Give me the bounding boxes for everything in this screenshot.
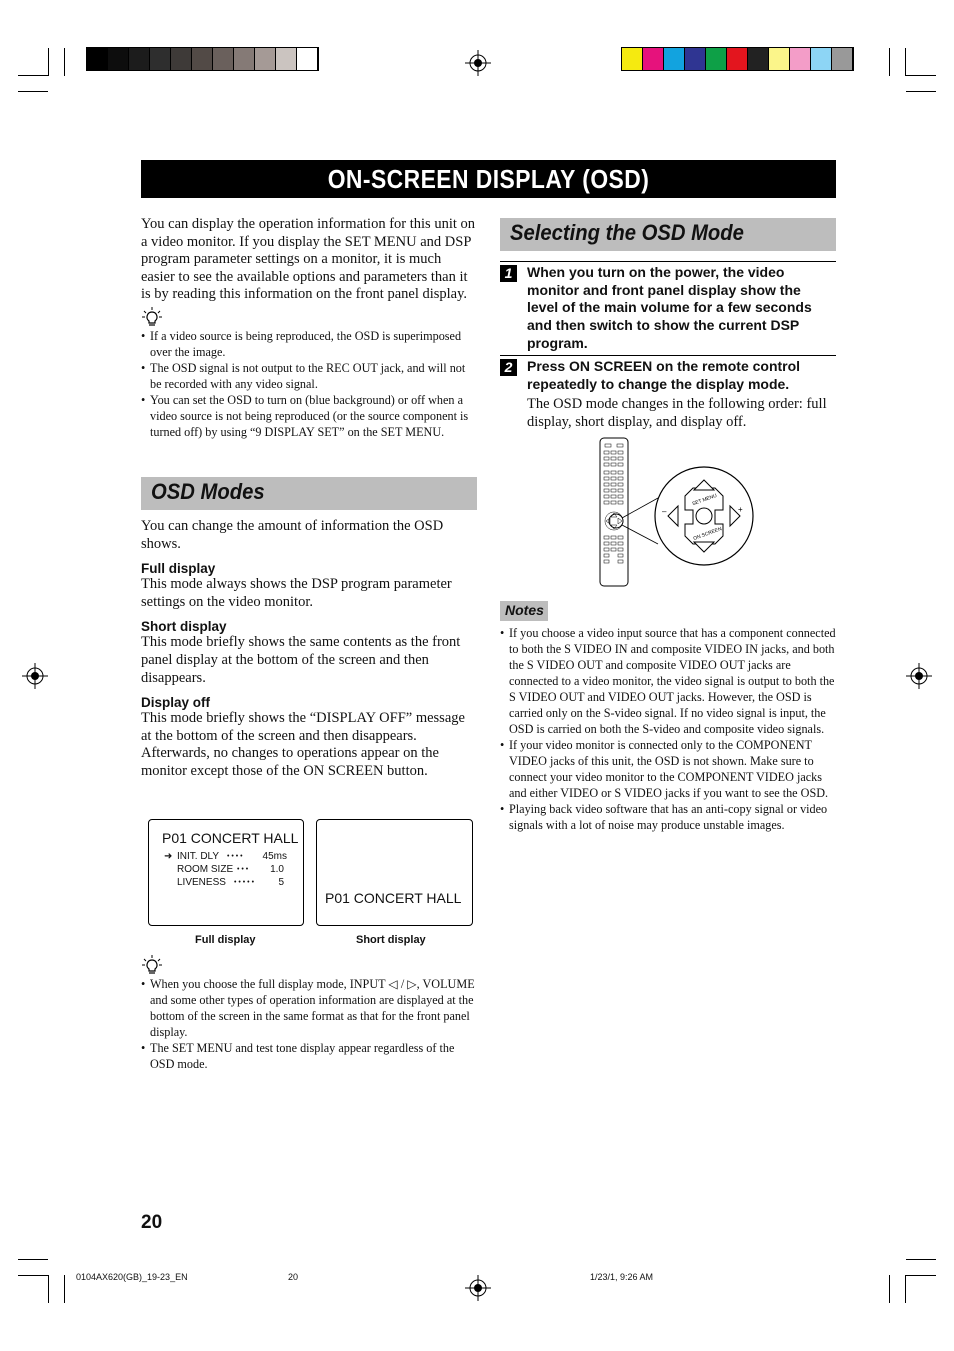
note-item: • Playing back video software that has an anti-copy signal or video signals with a lot of noise may produce unstable images. xyxy=(500,801,836,833)
color-swatch xyxy=(790,48,811,70)
on-screen-label: ON SCREEN xyxy=(692,526,723,542)
remote-control-illustration xyxy=(596,436,756,588)
short-display-text: This mode briefly shows the same contents as the front panel display at the bottom of the screen and then disappears. xyxy=(141,634,461,686)
set-menu-label: SET MENU xyxy=(691,492,718,508)
param-row: LIVENESS • • • • • 5 xyxy=(177,876,284,888)
step-number: 1 xyxy=(500,265,517,282)
tip-item: • The OSD signal is not output to the REC OUT jack, and will not be recorded with any video signal. xyxy=(141,360,476,392)
display-off-title: Display off xyxy=(141,695,211,711)
color-swatch xyxy=(706,48,727,70)
color-swatch xyxy=(748,48,769,70)
page-number: 20 xyxy=(141,1212,163,1233)
color-swatch xyxy=(297,48,318,70)
intro-section xyxy=(141,216,478,304)
full-display-screen xyxy=(148,819,304,926)
short-display-caption: Short display xyxy=(356,934,426,946)
footer-page: 20 xyxy=(288,1272,299,1282)
step-number: 2 xyxy=(500,359,517,376)
short-display-title: Short display xyxy=(141,619,227,635)
color-swatch xyxy=(685,48,706,70)
arrow-right-icon: ➜ xyxy=(164,851,173,862)
tip-item: • If a video source is being reproduced, the OSD is superimposed over the image. xyxy=(141,328,476,360)
osd-modes-heading: OSD Modes xyxy=(151,479,265,504)
step-2-text: Press ON SCREEN on the remote control repeatedly to change the display mode. xyxy=(527,358,801,392)
color-swatch xyxy=(832,48,853,70)
note-item: • If your video monitor is connected only to the COMPONENT VIDEO jacks of this unit, the OSD is not shown. Make sure to connect your video monitor to the COMPONENT VIDEO jacks and either VIDEO or S VIDEO jacks if you want to see the OSD. xyxy=(500,737,836,801)
registration-mark-icon xyxy=(465,50,491,76)
step-2 xyxy=(500,355,836,436)
osd-modes-section xyxy=(141,518,476,781)
short-display-screen xyxy=(316,819,473,926)
page-title: ON-SCREEN DISPLAY (OSD) xyxy=(327,164,650,194)
step-1 xyxy=(500,261,836,354)
osd-modes-intro: You can change the amount of information the OSD shows. xyxy=(141,518,444,552)
tip-item: • The SET MENU and test tone display appear regardless of the OSD mode. xyxy=(141,1040,476,1072)
full-display-caption: Full display xyxy=(195,934,256,946)
full-display-text: This mode always shows the DSP program parameter settings on the video monitor. xyxy=(141,576,452,610)
color-swatch xyxy=(622,48,643,70)
registration-mark-icon xyxy=(22,663,48,689)
color-swatch xyxy=(643,48,664,70)
registration-mark-icon xyxy=(906,663,932,689)
full-display-params xyxy=(177,851,295,889)
full-display-title: Full display xyxy=(141,561,216,577)
step-2-detail: The OSD mode changes in the following order: full display, short display, and display off. xyxy=(527,396,827,430)
tip-item: • You can set the OSD to turn on (blue background) or off when a video source is not being reproduced (or the source component is turned off) by using “9 DISPLAY SET” on the SET MENU. xyxy=(141,392,476,440)
color-swatch xyxy=(769,48,790,70)
notes-label: Notes xyxy=(505,602,544,618)
step-1-text: When you turn on the power, the video monitor and front panel display show the level of the main volume for a few seconds and then switch to show the current DSP program. xyxy=(527,264,812,351)
param-row: INIT. DLY • • • • 45ms xyxy=(177,851,287,862)
selecting-osd-heading: Selecting the OSD Mode xyxy=(510,220,744,245)
tip-lightbulb-icon xyxy=(141,955,163,975)
color-swatch xyxy=(727,48,748,70)
tip-lightbulb-icon xyxy=(141,307,163,327)
notes-tag xyxy=(500,601,548,621)
color-swatch xyxy=(150,48,171,70)
color-swatch xyxy=(213,48,234,70)
full-display-program: P01 CONCERT HALL xyxy=(162,830,299,846)
param-row: ROOM SIZE • • • 1.0 xyxy=(177,863,284,875)
notes-list xyxy=(500,625,836,833)
color-swatch xyxy=(811,48,832,70)
color-swatch xyxy=(255,48,276,70)
color-swatch xyxy=(171,48,192,70)
osd-modes-header xyxy=(141,477,477,510)
color-swatch xyxy=(129,48,150,70)
color-swatch xyxy=(664,48,685,70)
plus-label: + xyxy=(738,505,743,514)
display-off-text: This mode briefly shows the “DISPLAY OFF” message at the bottom of the screen and then disappears. Afterwards, no changes to operations appear on the monitor except those of the ON SCREEN button. xyxy=(141,710,465,779)
color-calibration-bar xyxy=(621,47,854,71)
color-swatch xyxy=(108,48,129,70)
grayscale-color-bar xyxy=(86,47,319,71)
footer-date: 1/23/1, 9:26 AM xyxy=(590,1272,654,1282)
color-swatch xyxy=(192,48,213,70)
tips-list-2 xyxy=(141,976,476,1072)
footer-file: 0104AX620(GB)_19-23_EN xyxy=(76,1272,188,1282)
note-item: • If you choose a video input source that has a component connected to both the S VIDEO IN and composite VIDEO IN jacks, and both the S VIDEO OUT and composite VIDEO OUT jacks are connected to a video monitor, the video signal is output to both the S VIDEO OUT and VIDEO OUT jacks. However, the OSD is carried only on the S-video signal. If no video signal is input, the OSD is carried on both the S-video and composite video signals. xyxy=(500,625,836,737)
minus-label: – xyxy=(662,507,667,516)
selecting-osd-header xyxy=(500,218,836,251)
short-display-program: P01 CONCERT HALL xyxy=(325,890,462,906)
color-swatch xyxy=(234,48,255,70)
page-title-bar xyxy=(141,160,836,198)
intro-text: You can display the operation information for this unit on a video monitor. If you display the SET MENU and DSP program parameter settings on a monitor, it is much easier to see the available options and parameters than it is by reading this information on the front panel display. xyxy=(141,216,475,303)
registration-mark-icon xyxy=(465,1275,491,1301)
tip-item: • When you choose the full display mode, INPUT ◁ / ▷, VOLUME and some other types of operation information are displayed at the bottom of the screen in the same format as that for the front panel display. xyxy=(141,976,476,1040)
color-swatch xyxy=(276,48,297,70)
tips-list-1 xyxy=(141,328,476,440)
color-swatch xyxy=(87,48,108,70)
